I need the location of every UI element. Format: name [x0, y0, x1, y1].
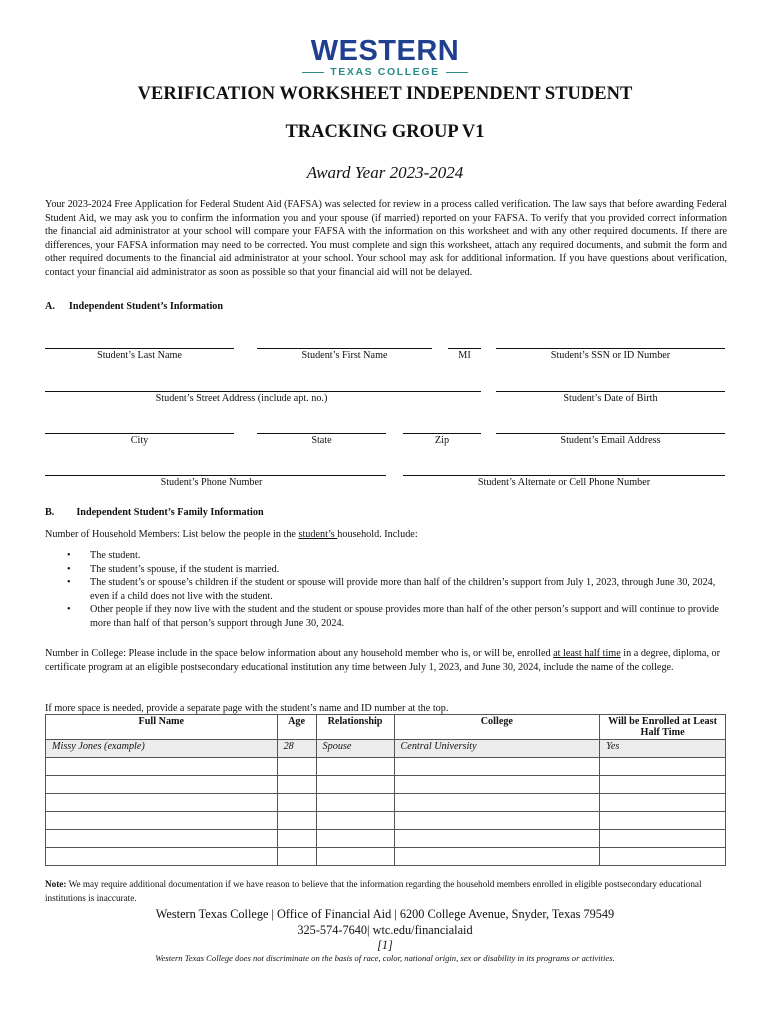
- list-item: • The student’s or spouse’s children if the student or spouse will provide more than half of the children’s support from July 1, 2023, through June 30, 2024, even if a child does not live with the student.: [67, 577, 716, 602]
- zip-field[interactable]: [403, 433, 481, 434]
- first-name-label: Student’s First Name: [301, 350, 388, 361]
- last-name-field[interactable]: [45, 348, 234, 349]
- city-field[interactable]: [45, 433, 234, 434]
- state-field[interactable]: [257, 433, 386, 434]
- section-a-heading: A. Independent Student’s Information: [45, 301, 224, 312]
- header-enrolled: Will be Enrolled at Least Half Time: [600, 715, 726, 740]
- example-enrolled: Yes: [600, 740, 726, 758]
- alt-phone-label: Student’s Alternate or Cell Phone Number: [477, 477, 651, 488]
- street-address-label: Student’s Street Address (include apt. no.): [155, 393, 328, 404]
- phone-label: Student’s Phone Number: [160, 477, 263, 488]
- award-year: Award Year 2023-2024: [306, 163, 464, 182]
- phone-field[interactable]: [45, 475, 386, 476]
- header-relationship: Relationship: [316, 715, 394, 740]
- college-logo: [290, 36, 480, 76]
- example-college: Central University: [394, 740, 600, 758]
- header-full-name: Full Name: [46, 715, 278, 740]
- street-address-field[interactable]: [45, 391, 481, 392]
- zip-label: Zip: [434, 435, 450, 446]
- list-item: • The student’s spouse, if the student is married.: [67, 563, 280, 575]
- section-b-heading: B. Independent Student’s Family Information: [45, 507, 264, 518]
- table-row[interactable]: [46, 848, 726, 866]
- page-number: [1]: [377, 938, 393, 952]
- city-label: City: [130, 435, 149, 446]
- bullet-icon: •: [67, 604, 71, 616]
- header-age: Age: [277, 715, 316, 740]
- first-name-field[interactable]: [257, 348, 432, 349]
- email-field[interactable]: [496, 433, 725, 434]
- household-list: [45, 549, 725, 631]
- logo-subtitle: TEXAS COLLEGE: [290, 66, 480, 78]
- table-header-row: [46, 715, 726, 740]
- bullet-icon: •: [67, 550, 71, 561]
- intro-paragraph: Your 2023-2024 Free Application for Federal Student Aid (FAFSA) was selected for review in a process called verification. The law says that before awarding Federal Student Aid, we may ask you to confirm the information you and your spouse (if married) reported on your FAFSA. To verify that you provided correct information the financial aid administrator at your school will compare your FAFSA with the information on this worksheet and with any other required documents. If there are differences, your FAFSA information may need to be corrected. You must complete and sign this worksheet, attach any required documents, and submit the form and other required documents to the financial aid administrator at your school. Your school may ask for additional information. If you have questions about verification, contact your financial aid administrator as soon as possible so that your financial aid will not be delayed.: [45, 199, 727, 278]
- date-of-birth-label: Student’s Date of Birth: [563, 393, 658, 404]
- mi-field[interactable]: [448, 348, 481, 349]
- example-name: Missy Jones (example): [46, 740, 278, 758]
- table-row[interactable]: [46, 812, 726, 830]
- example-age: 28: [277, 740, 316, 758]
- table-row[interactable]: [46, 794, 726, 812]
- footer-address: Western Texas College | Office of Financial Aid | 6200 College Avenue, Snyder, Texas 79549: [155, 907, 615, 921]
- list-item: • Other people if they now live with the student and the student or spouse provides more than half of the other person’s support and will continue to provide more than half of that person’s support through June 30, 2024.: [67, 604, 719, 629]
- household-intro: Number of Household Members: List below the people in the student’s household. Include:: [45, 529, 418, 540]
- table-row[interactable]: [46, 776, 726, 794]
- footer-contact: 325-574-7640| wtc.edu/financialaid: [297, 923, 473, 937]
- page-title: VERIFICATION WORKSHEET INDEPENDENT STUDENT: [137, 84, 633, 104]
- bullet-icon: •: [67, 563, 71, 575]
- table-note: Note: We may require additional documentation if we have reason to believe that the information regarding the household members enrolled in eligible postsecondary educational institutions is inaccurate.: [45, 879, 702, 903]
- table-row[interactable]: [46, 758, 726, 776]
- more-space-note: If more space is needed, provide a separate page with the student’s name and ID number at the top.: [45, 703, 449, 714]
- table-row: [46, 740, 726, 758]
- state-label: State: [311, 435, 332, 446]
- table-row[interactable]: [46, 830, 726, 848]
- date-of-birth-field[interactable]: [496, 391, 725, 392]
- college-paragraph: Number in College: Please include in the space below information about any household member who is, or will be, enrolled at least half time in a degree, diploma, or certificate program at an eligible postsecondary educational institution any time between July 1, 2023, and June 30, 2024, include the name of the college.: [45, 648, 721, 673]
- alt-phone-field[interactable]: [403, 475, 725, 476]
- example-relationship: Spouse: [316, 740, 394, 758]
- ssn-label: Student’s SSN or ID Number: [550, 350, 671, 361]
- household-table: [45, 714, 726, 866]
- header-college: College: [394, 715, 600, 740]
- mi-label: MI: [458, 350, 471, 361]
- page-subtitle: TRACKING GROUP V1: [285, 122, 485, 142]
- footer-disclaimer: Western Texas College does not discriminate on the basis of race, color, national origin, sex or disability in its programs or activities.: [155, 953, 615, 963]
- last-name-label: Student’s Last Name: [97, 350, 182, 361]
- ssn-field[interactable]: [496, 348, 725, 349]
- bullet-icon: •: [67, 577, 71, 589]
- list-item: • The student.: [67, 550, 141, 561]
- logo-wordmark: WESTERN: [310, 35, 460, 67]
- email-label: Student’s Email Address: [560, 435, 661, 446]
